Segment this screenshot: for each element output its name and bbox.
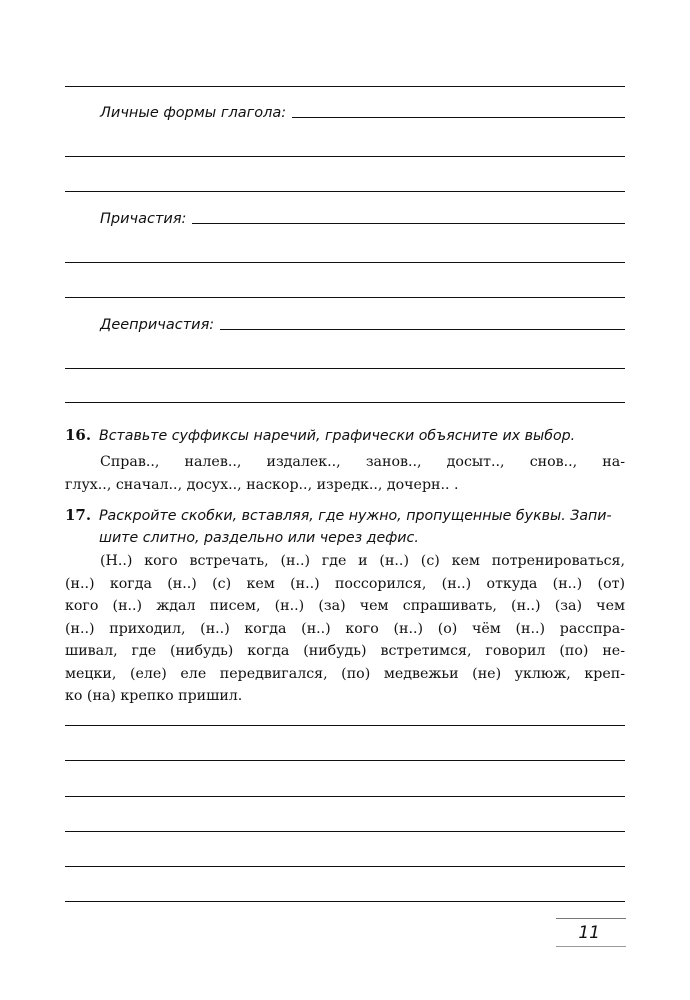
text-line: (Н..) кого встречать, (н..) где и (н..) (с) кем потренироваться, (100, 553, 625, 569)
writing-line (65, 901, 625, 902)
participles-label: Причастия: (100, 211, 187, 227)
task-17-heading (65, 504, 625, 549)
answer-line (192, 223, 625, 224)
task-16-text (65, 451, 625, 496)
text-line: глух.., сначал.., досух.., наскор.., изредк.., дочерн.. . (65, 476, 459, 493)
personal-forms-row (100, 104, 625, 122)
writing-line (65, 760, 625, 761)
text-line: Справ.., налев.., издалек.., занов.., досыт.., снов.., на- (100, 454, 625, 470)
writing-line (65, 796, 625, 797)
task-number: 17. (65, 506, 92, 524)
text-line: (н..) когда (н..) (с) кем (н..) поссорился, (н..) откуда (н..) (от) (65, 575, 625, 592)
writing-line (65, 866, 625, 867)
writing-line (65, 297, 625, 298)
writing-line (65, 262, 625, 263)
task-17-text (65, 550, 625, 708)
writing-line (65, 191, 625, 192)
answer-line (292, 117, 625, 118)
answer-line (220, 329, 625, 330)
task-17-instruction: Раскройте скобки, вставляя, где нужно, пропущенные буквы. Запи- (99, 508, 612, 524)
text-line: мецки, (еле) еле передвигался, (по) медвежьи (не) уклюж, креп- (65, 665, 625, 682)
task-17-instruction-cont: шите слитно, раздельно или через дефис. (99, 530, 419, 546)
personal-forms-label: Личные формы глагола: (100, 105, 287, 121)
writing-line (65, 156, 625, 157)
participles-row (100, 210, 625, 228)
text-line: шивал, где (нибудь) когда (нибудь) встретимся, говорил (по) не- (65, 643, 625, 659)
writing-line (65, 86, 625, 87)
page-number: 11 (578, 923, 600, 943)
page-number-underline (556, 946, 626, 947)
writing-line (65, 402, 625, 403)
text-line: кого (н..) ждал писем, (н..) (за) чем спрашивать, (н..) (за) чем (65, 598, 625, 614)
task-16-instruction: Вставьте суффиксы наречий, графически объясните их выбор. (99, 428, 576, 444)
page-number-box (556, 918, 626, 949)
gerunds-label: Деепричастия: (100, 317, 215, 333)
text-line: (н..) приходил, (н..) когда (н..) кого (н..) (о) чём (н..) расспра- (65, 620, 625, 637)
task-16-heading (65, 424, 625, 447)
gerunds-row (100, 316, 625, 334)
writing-line (65, 368, 625, 369)
text-line: ко (на) крепко пришил. (65, 688, 243, 704)
writing-line (65, 725, 625, 726)
task-number: 16. (65, 426, 92, 444)
writing-line (65, 831, 625, 832)
